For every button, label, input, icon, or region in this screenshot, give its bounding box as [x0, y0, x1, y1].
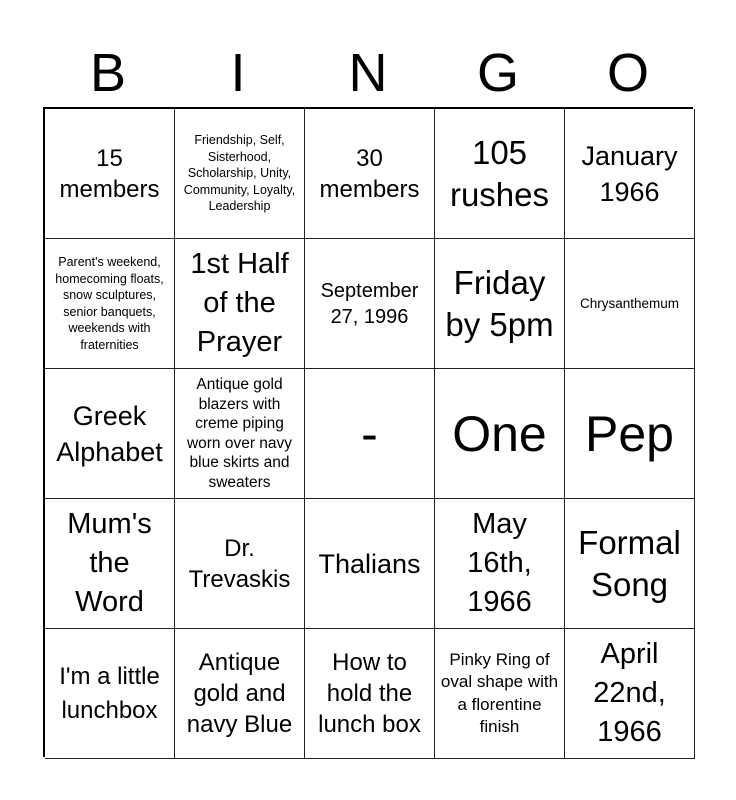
- bingo-cell-r4-c2[interactable]: [175, 499, 305, 629]
- cell-text: Parent's weekend, homecoming floats, snow sculptures, senior banquets, weekends with fraternities: [55, 255, 164, 352]
- bingo-cell-r1-c1[interactable]: [45, 109, 175, 239]
- bingo-cell-r4-c4[interactable]: [435, 499, 565, 629]
- cell-text: One: [452, 405, 547, 462]
- bingo-cell-r3-c2[interactable]: [175, 369, 305, 499]
- bingo-grid: [43, 107, 693, 757]
- bingo-cell-r2-c1[interactable]: [45, 239, 175, 369]
- header-letter-i: I: [230, 43, 246, 103]
- cell-text: Thalians: [318, 548, 421, 579]
- header-letter-g: G: [476, 43, 519, 103]
- bingo-cell-r1-c4[interactable]: [435, 109, 565, 239]
- header-letter-b: B: [89, 43, 127, 103]
- cell-text: Friday by 5pm: [445, 263, 554, 343]
- cell-text: Mum's the Word: [67, 508, 152, 618]
- cell-text: 105 rushes: [449, 133, 550, 213]
- cell-text: -: [361, 405, 378, 462]
- cell-text: Friendship, Self, Sisterhood, Scholarship, Unity, Community, Loyalty, Leadership: [183, 133, 296, 214]
- bingo-cell-r3-c4[interactable]: [435, 369, 565, 499]
- bingo-cell-r3-c3[interactable]: [305, 369, 435, 499]
- bingo-cell-r2-c4[interactable]: [435, 239, 565, 369]
- cell-text: Pep: [585, 405, 674, 462]
- bingo-cell-r5-c2[interactable]: [175, 629, 305, 759]
- bingo-cell-r5-c1[interactable]: [45, 629, 175, 759]
- cell-text: Antique gold and navy Blue: [186, 649, 293, 738]
- cell-text: 30 members: [319, 144, 420, 203]
- bingo-cell-r5-c3[interactable]: [305, 629, 435, 759]
- bingo-cell-r3-c1[interactable]: [45, 369, 175, 499]
- bingo-cell-r2-c2[interactable]: [175, 239, 305, 369]
- bingo-cell-r5-c4[interactable]: [435, 629, 565, 759]
- bingo-cell-r1-c2[interactable]: [175, 109, 305, 239]
- cell-text: Pinky Ring of oval shape with a florentine finish: [440, 649, 559, 736]
- bingo-cell-r1-c3[interactable]: [305, 109, 435, 239]
- header-letter-o: O: [606, 43, 649, 103]
- bingo-cell-r1-c5[interactable]: [565, 109, 695, 239]
- bingo-cell-r5-c5[interactable]: [565, 629, 695, 759]
- cell-text: Chrysanthemum: [579, 296, 680, 311]
- cell-text: September 27, 1996: [320, 279, 419, 328]
- cell-text: April 22nd, 1966: [593, 638, 666, 748]
- cell-text: January 1966: [581, 140, 678, 207]
- cell-text: May 16th, 1966: [467, 508, 532, 618]
- cell-text: Greek Alphabet: [56, 400, 163, 467]
- cell-text: Formal Song: [578, 523, 681, 603]
- cell-text: How to hold the lunch box: [318, 649, 421, 738]
- bingo-cell-r4-c5[interactable]: [565, 499, 695, 629]
- cell-text: I'm a little lunchbox: [59, 662, 160, 724]
- bingo-cell-r4-c1[interactable]: [45, 499, 175, 629]
- bingo-header: [43, 40, 693, 106]
- cell-text: Antique gold blazers with creme piping worn over navy blue skirts and sweaters: [186, 376, 293, 491]
- cell-text: 15 members: [59, 144, 160, 203]
- bingo-cell-r2-c5[interactable]: [565, 239, 695, 369]
- header-letter-n: N: [348, 43, 388, 103]
- cell-text: 1st Half of the Prayer: [190, 248, 289, 358]
- bingo-cell-r4-c3[interactable]: [305, 499, 435, 629]
- bingo-cell-r3-c5[interactable]: [565, 369, 695, 499]
- bingo-cell-r2-c3[interactable]: [305, 239, 435, 369]
- cell-text: Dr. Trevaskis: [188, 534, 291, 593]
